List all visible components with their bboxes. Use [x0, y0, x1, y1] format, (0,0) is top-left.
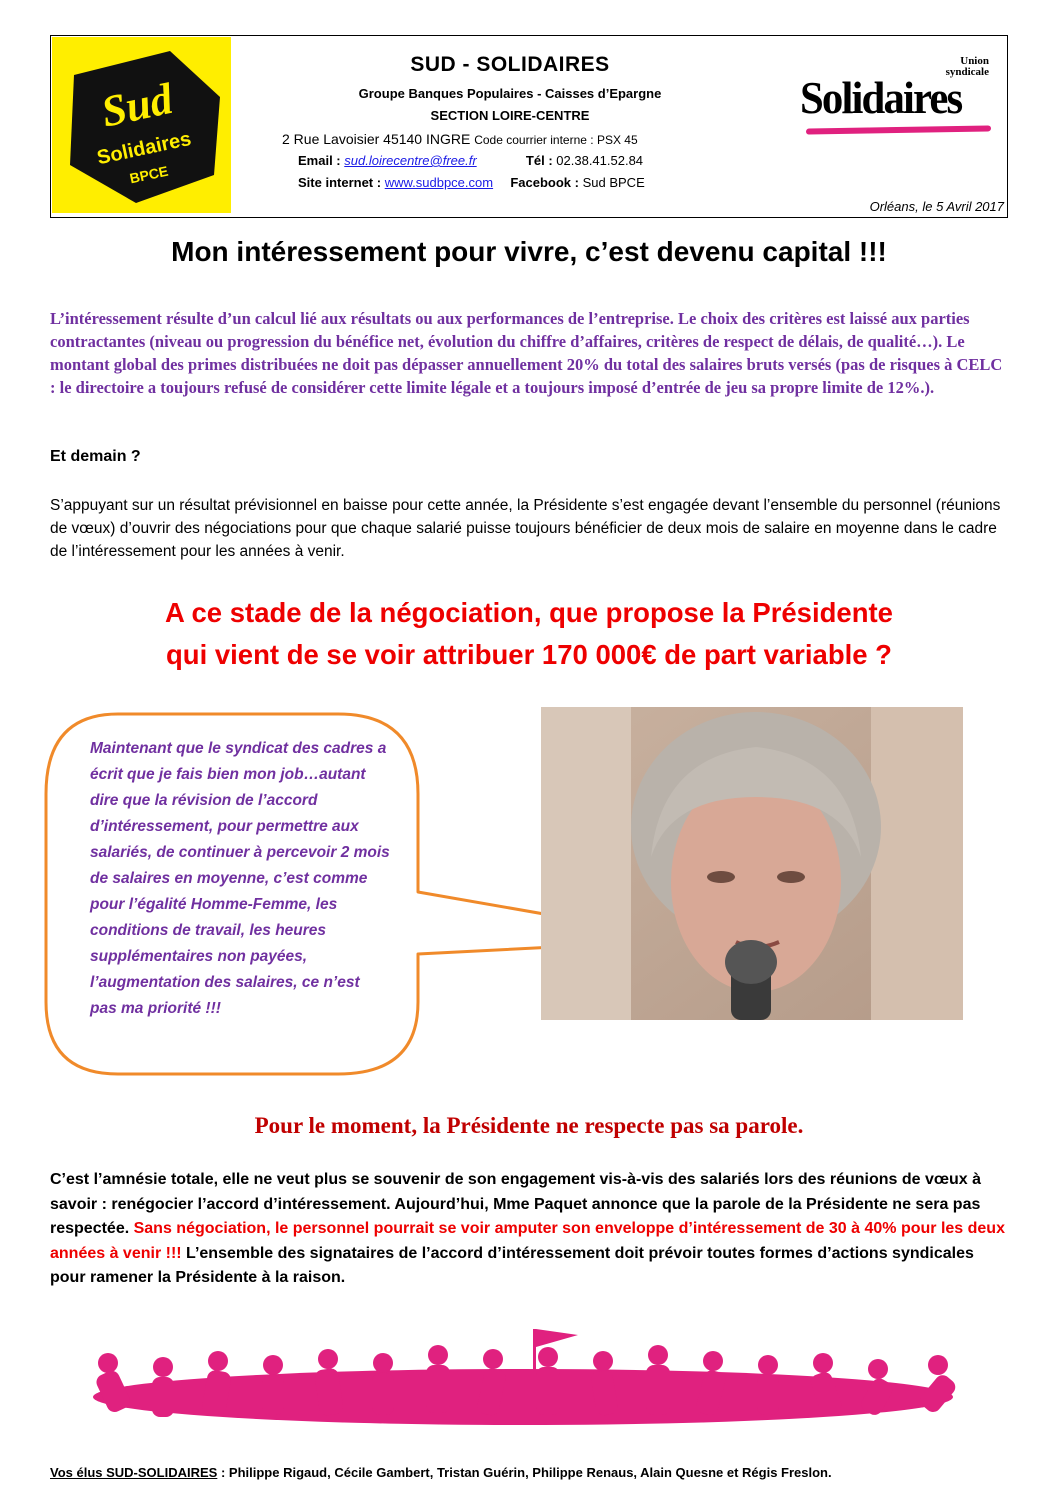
- address: 2 Rue Lavoisier 45140 INGRE: [282, 131, 471, 147]
- syndicale-label: syndicale: [945, 66, 989, 78]
- intro-paragraph: L’intéressement résulte d’un calcul lié aux résultats ou aux performances de l’entreprise. Le choix des critères est laissé aux parties contractantes (niveau ou progression du bénéfice net, évolution du chiffre d’affaires, critères de respect de délais, de qualité…). Le montant global des primes distribuées ne doit pas dépasser annuellement 20% du total des salaires bruts versés (pas de risques à CELC : le directoire a toujours refusé de considérer cette limite légale et a toujours imposé d’entrée de jeu sa propre limite de 12%.).: [50, 309, 1003, 397]
- facebook-name: Sud BPCE: [582, 175, 645, 190]
- address-line: [282, 131, 638, 147]
- site-link[interactable]: www.sudbpce.com: [384, 175, 494, 190]
- engagement-paragraph: S’appuyant sur un résultat prévisionnel en baisse pour cette année, la Présidente s’est engagée devant l’ensemble du personnel (réunions de vœux) d’ouvrir des négociations pour que chaque salarié puisse toujours bénéficier de deux mois de salaire en moyenne dans le cadre de l’intéressement pour les années à venir.: [50, 497, 1001, 560]
- crowd-illustration: [78, 1325, 968, 1435]
- section-heading: Et demain ?: [50, 448, 141, 465]
- question-title: [0, 592, 1058, 676]
- contact-line: [298, 153, 643, 168]
- facebook-label: Facebook :: [510, 175, 579, 190]
- elected-names: : Philippe Rigaud, Cécile Gambert, Tristan Guérin, Philippe Renaus, Alain Quesne et Régis Freslon.: [217, 1465, 832, 1480]
- amnesia-part3: L’ensemble des signataires de l’accord d’intéressement doit prévoir toutes formes d’actions syndicales pour ramener la Présidente à la raison.: [50, 1244, 974, 1286]
- email-link[interactable]: sud.loirecentre@free.fr: [344, 153, 477, 168]
- solidaires-wordmark: Solidaires: [800, 72, 962, 123]
- elected-line: [50, 1465, 832, 1480]
- president-photo: [541, 707, 963, 1020]
- web-line: [298, 175, 645, 190]
- date-line: Orléans, le 5 Avril 2017: [869, 199, 1004, 214]
- main-title: Mon intéressement pour vivre, c’est devenu capital !!!: [171, 236, 887, 267]
- union-solidaires-logo: [800, 55, 995, 135]
- svg-text:BPCE: BPCE: [128, 162, 170, 187]
- speech-bubble-text: Maintenant que le syndicat des cadres a écrit que je fais bien mon job…autant dire que la révision de l’accord d’intéressement, pour permettre aux salariés, de continuer à percevoir 2 mois de salaires en moyenne, c’est comme pour l’égalité Homme-Femme, les conditions de travail, les heures supplémentaires non payées, l’augmentation des salaires, ce n’est pas ma priorité !!!: [90, 740, 390, 1017]
- site-label: Site internet :: [298, 175, 382, 190]
- status-line: Pour le moment, la Présidente ne respecte pas sa parole.: [254, 1113, 804, 1138]
- svg-text:Sud: Sud: [97, 73, 177, 137]
- group-name: Groupe Banques Populaires - Caisses d’Epargne: [358, 86, 662, 101]
- wordmark-underline: [806, 125, 991, 134]
- org-name: SUD - SOLIDAIRES: [410, 53, 610, 76]
- mail-code: Code courrier interne : PSX 45: [474, 133, 638, 147]
- question-title-line1: A ce stade de la négociation, que propose la Présidente: [165, 597, 893, 628]
- phone-label: Tél :: [525, 153, 553, 168]
- phone-number: 02.38.41.52.84: [556, 153, 644, 168]
- question-title-line2: qui vient de se voir attribuer 170 000€ de part variable ?: [166, 639, 892, 670]
- union-label: Union: [960, 55, 989, 67]
- sud-solidaires-logo: [52, 37, 231, 213]
- svg-text:Solidaires: Solidaires: [95, 127, 194, 170]
- section-name: SECTION LOIRE-CENTRE: [430, 108, 590, 123]
- elected-label: Vos élus SUD-SOLIDAIRES: [50, 1465, 218, 1480]
- amnesia-warning: Sans négociation, le personnel pourrait se voir amputer son enveloppe d’intéressement de 30 à 40% pour les deux années à venir !!!: [50, 1220, 1005, 1262]
- email-label: Email :: [298, 153, 341, 168]
- amnesia-paragraph: [50, 1168, 1008, 1291]
- amnesia-part1: C’est l’amnésie totale, elle ne veut plus se souvenir de son engagement vis-à-vis des salariés lors des réunions de vœux à savoir : renégocier l’accord d’intéressement. Aujourd’hui, Mme Paquet annonce que la parole de la Présidente ne sera pas respectée.: [50, 1171, 982, 1237]
